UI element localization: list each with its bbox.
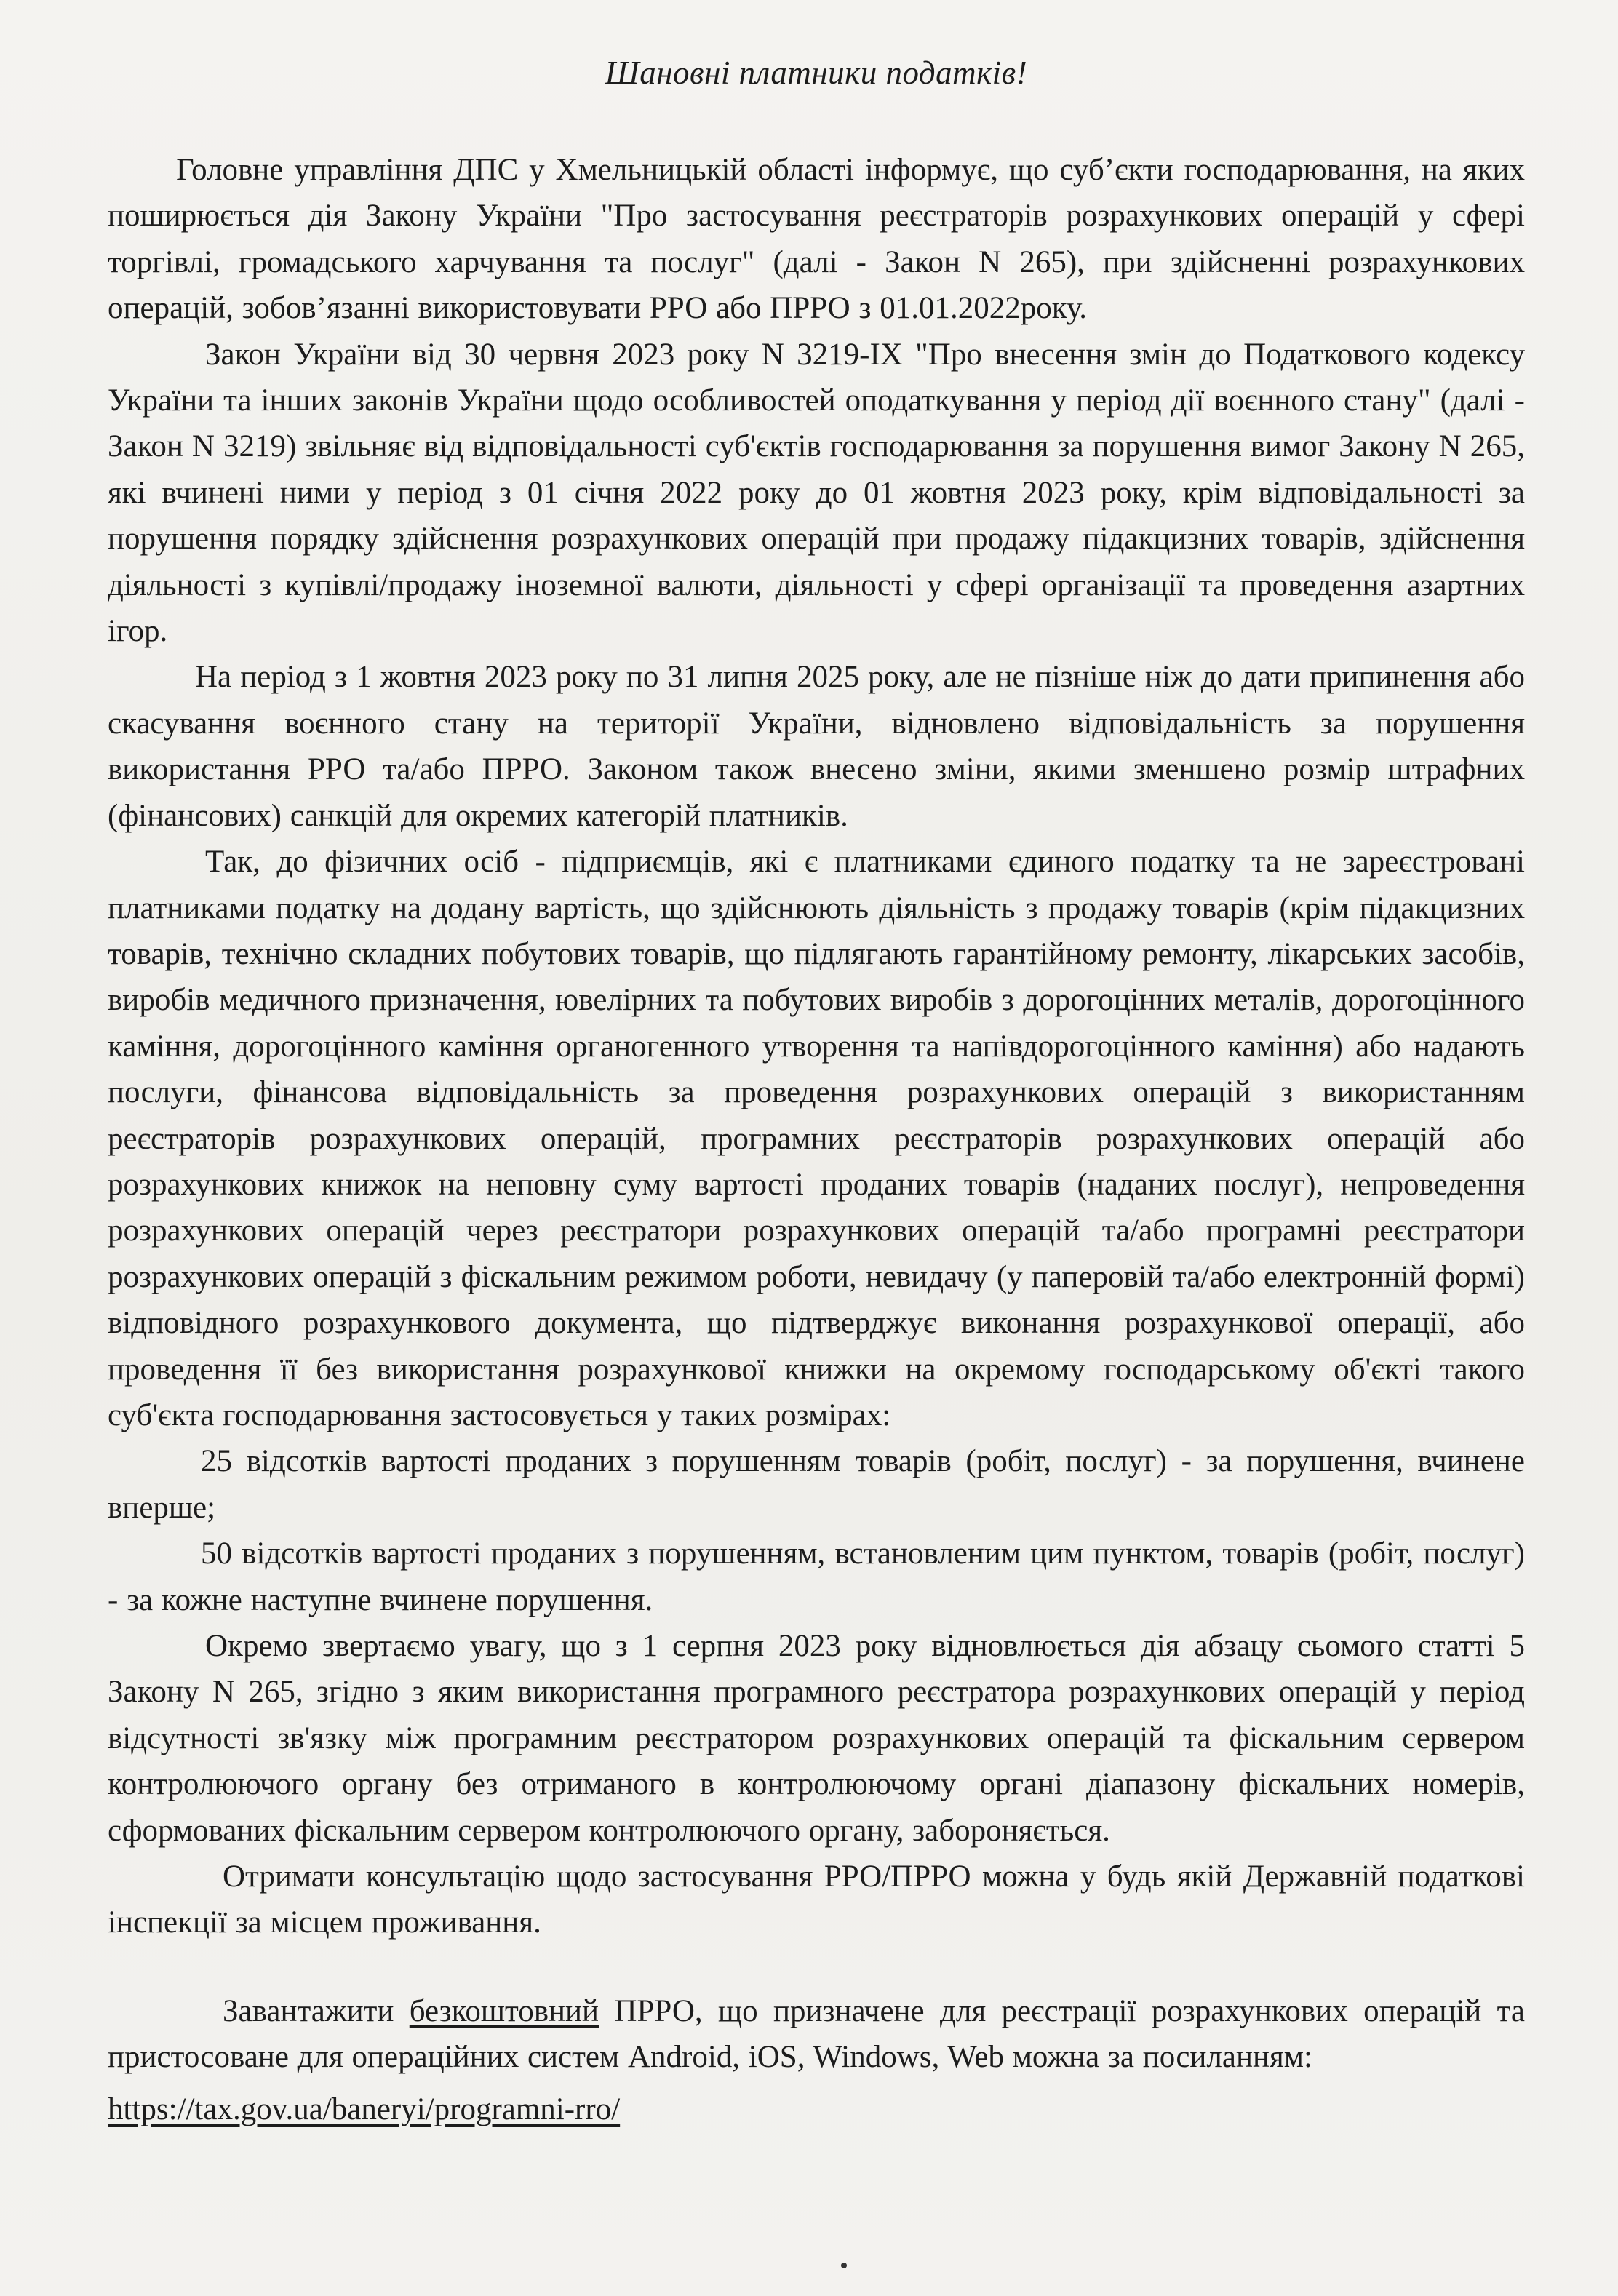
programni-rro-link[interactable]: https://tax.gov.ua/baneryi/programni-rro/: [108, 2092, 621, 2126]
spacer: [108, 1946, 1525, 1988]
paragraph-fop-sanctions: Так, до фізичних осіб - підприємців, які є платниками єдиного податку та не зареєстровані платниками податку на додану вартість, що здійснюють діяльність з продажу товарів (крім підакцизних товарів, технічно складних побутових товарів, що підлягають гарантійному ремонту, лікарських засобів, виробів медичного призначення, ювелірних та побутових виробів з дорогоцінних металів, дорогоцінного каміння, дорогоцінного каміння органогенного утворення та напівдорогоцінного каміння) або надають послуги, фінансова відповідальність за проведення розрахункових операцій з використанням реєстраторів розрахункових операцій, програмних реєстраторів розрахункових операцій або розрахункових книжок на неповну суму вартості проданих товарів (наданих послуг), непроведення розрахункових операцій через реєстратори розрахункових операцій та/або програмні реєстратори розрахункових операцій з фіскальним режимом роботи, невидачу (у паперовій та/або електронній формі) відповідного розрахункового документа, що підтверджує виконання розрахункової операції, або проведення її без використання розрахункової книжки на окремому господарському об'єкті такого суб'єкта господарювання застосовується у таких розмірах:: [108, 845, 1525, 1432]
paragraph-download: [108, 1988, 1525, 2081]
paragraph-consultation: Отримати консультацію щодо застосування РРО/ПРРО можна у будь якій Державній податкові інспекції за місцем проживання.: [108, 1859, 1525, 1940]
scan-speck: [841, 2263, 847, 2268]
download-lead: Завантажити: [223, 1993, 394, 2028]
document-title: Шановні платники податків!: [605, 55, 1028, 91]
download-free-word: безкоштовний: [409, 1993, 599, 2028]
paragraph-liability-period: На період з 1 жовтня 2023 року по 31 липня 2025 року, але не пізніше ніж до дати припинення або скасування воєнного стану на території України, відновлено відповідальність за порушення використання РРО та/або ПРРО. Законом також внесено зміни, якими зменшено розмір штрафних (фінансових) санкцій для окремих категорій платників.: [108, 660, 1525, 833]
paragraph-intro: Головне управління ДПС у Хмельницькій області інформує, що суб’єкти господарювання, на яких поширюється дія Закону України "Про застосування реєстраторів розрахункових операцій у сфері торгівлі, громадського харчування та послуг" (далі - Закон N 265), при здійсненні розрахункових операцій, зобов’язанні використовувати РРО або ПРРО з 01.01.2022року.: [108, 153, 1525, 326]
paragraph-law-3219: Закон України від 30 червня 2023 року N 3219-IX "Про внесення змін до Податкового кодексу України та інших законів України щодо особливостей оподаткування у період дії воєнного стану" (далі - Закон N 3219) звільняє від відповідальності суб'єктів господарювання за порушення вимог Закону N 265, які вчинені ними у період з 01 січня 2022 року до 01 жовтня 2023 року, крім відповідальності за порушення порядку здійснення розрахункових операцій при продажу підакцизних товарів, здійснення діяльності з купівлі/продажу іноземної валюти, діяльності у сфері організації та проведення азартних ігор.: [108, 337, 1525, 649]
download-rest: ПРРО, що призначене для реєстрації розрахункових операцій та пристосоване для операційних систем Android, iOS, Windows, Web можна за посиланням:: [108, 1993, 1525, 2075]
paragraph-sanction-25: 25 відсотків вартості проданих з порушенням товарів (робіт, послуг) - за порушення, вчинене вперше;: [108, 1444, 1525, 1525]
paragraph-article-5: Окремо звертаємо увагу, що з 1 серпня 2023 року відновлюється дія абзацу сьомого статті 5 Закону N 265, згідно з яким використання програмного реєстратора розрахункових операцій у період відсутності зв'язку між програмним реєстратором розрахункових операцій та фіскальним сервером контролюючого органу без отриманого в контролюючому органі діапазону фіскальних номерів, сформованих фіскальним сервером контролюючого органу, забороняється.: [108, 1629, 1525, 1848]
paragraph-sanction-50: 50 відсотків вартості проданих з порушенням, встановленим цим пунктом, товарів (робіт, послуг) - за кожне наступне вчинене порушення.: [108, 1536, 1525, 1617]
